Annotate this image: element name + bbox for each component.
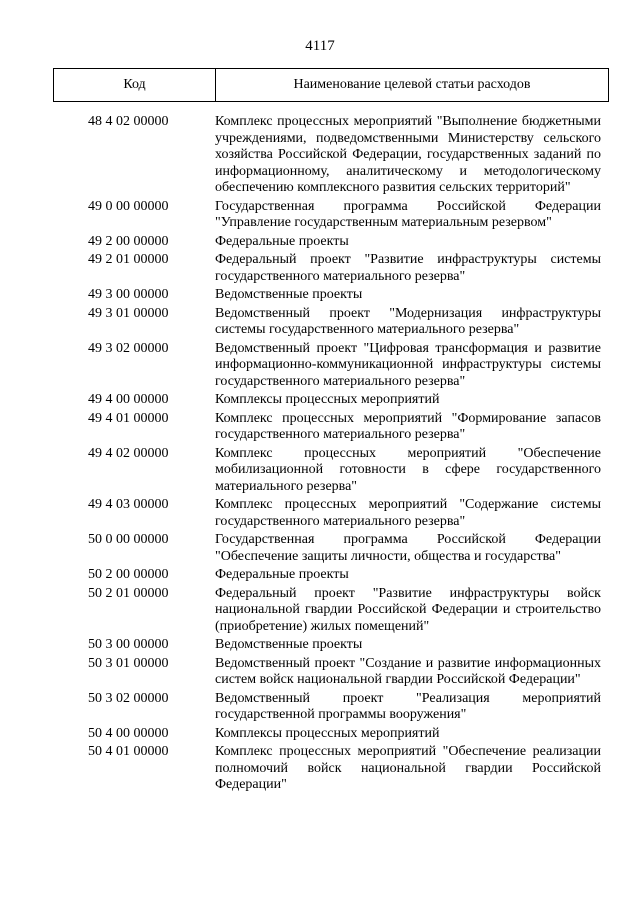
row-name: Комплекс процессных мероприятий "Обеспечение мобилизационной готовности в сфере государственного материального резерва" <box>215 445 601 494</box>
row-code: 50 0 00 00000 <box>88 532 169 547</box>
row-name: Федеральный проект "Развитие инфраструктуры войск национальной гвардии Российской Федерации и строительство (приобретение) жилых помещений" <box>215 585 601 634</box>
row-code: 50 2 00 00000 <box>88 567 169 582</box>
header-name: Наименование целевой статьи расходов <box>293 77 531 92</box>
table-row <box>0 306 640 339</box>
table-row <box>0 637 640 654</box>
table-row <box>0 586 640 636</box>
row-name: Ведомственный проект "Создание и развитие информационных систем войск национальной гвардии Российской Федерации" <box>215 655 601 687</box>
row-code: 49 4 03 00000 <box>88 497 169 512</box>
row-code: 50 3 00 00000 <box>88 637 169 652</box>
table-row <box>0 199 640 232</box>
table-header <box>53 68 609 102</box>
row-code: 49 3 01 00000 <box>88 305 169 321</box>
row-code: 50 3 02 00000 <box>88 690 169 706</box>
row-code: 49 4 01 00000 <box>88 410 169 426</box>
table-row <box>0 392 640 409</box>
table-row <box>0 567 640 584</box>
row-code: 49 0 00 00000 <box>88 198 169 214</box>
row-name: Комплекс процессных мероприятий "Формирование запасов государственного материального резерва" <box>215 410 601 442</box>
row-name: Ведомственные проекты <box>215 287 363 302</box>
row-code: 49 2 00 00000 <box>88 233 169 249</box>
row-name: Государственная программа Российской Федерации "Обеспечение защиты личности, общества и государства" <box>215 532 601 564</box>
table-row <box>0 532 640 565</box>
row-code: 49 4 02 00000 <box>88 445 169 461</box>
table-row <box>0 252 640 285</box>
table-row <box>0 691 640 724</box>
row-code: 49 3 02 00000 <box>88 340 169 356</box>
row-code: 49 3 00 00000 <box>88 287 169 302</box>
page-number: 4117 <box>305 38 335 54</box>
row-name: Комплекс процессных мероприятий "Содержание системы государственного материального резерва" <box>215 497 601 529</box>
row-name: Государственная программа Российской Федерации "Управление государственным материальным резервом" <box>215 198 601 230</box>
row-name: Комплексы процессных мероприятий <box>215 392 440 407</box>
table-row <box>0 341 640 391</box>
row-name: Федеральные проекты <box>215 233 349 249</box>
row-code: 50 4 00 00000 <box>88 725 169 741</box>
table-body <box>0 114 640 796</box>
table-row <box>0 234 640 251</box>
row-code: 48 4 02 00000 <box>88 114 169 129</box>
table-row <box>0 114 640 197</box>
table-row <box>0 446 640 496</box>
row-name: Ведомственный проект "Реализация мероприятий государственной программы вооружения" <box>215 690 601 722</box>
row-name: Комплекс процессных мероприятий "Обеспечение реализации полномочий войск национальной гвардии Российской Федерации" <box>215 744 601 792</box>
table-row <box>0 411 640 444</box>
row-name: Ведомственный проект "Цифровая трансформация и развитие информационно-коммуникационной инфраструктуры системы государственного материального резерва" <box>215 340 601 389</box>
table-row <box>0 726 640 743</box>
row-name: Комплексы процессных мероприятий <box>215 725 440 741</box>
table-row <box>0 656 640 689</box>
row-code: 50 3 01 00000 <box>88 655 169 671</box>
row-code: 49 2 01 00000 <box>88 252 169 267</box>
row-name: Ведомственный проект "Модернизация инфраструктуры системы государственного материального резерва" <box>215 305 601 337</box>
row-name: Федеральные проекты <box>215 567 349 582</box>
table-row <box>0 744 640 794</box>
row-name: Федеральный проект "Развитие инфраструктуры системы государственного материального резерва" <box>215 252 601 284</box>
table-row <box>0 287 640 304</box>
row-code: 50 2 01 00000 <box>88 585 169 601</box>
row-name: Комплекс процессных мероприятий "Выполнение бюджетными учреждениями, подведомственными Министерству сельского хозяйства Российской Федерации, государственных заданий по информационному, аналитическому и методологическому обеспечению комплексного развития сельских территорий" <box>215 114 601 195</box>
row-name: Ведомственные проекты <box>215 637 363 652</box>
row-code: 49 4 00 00000 <box>88 392 169 407</box>
row-code: 50 4 01 00000 <box>88 744 169 759</box>
header-code: Код <box>54 69 216 101</box>
table-row <box>0 497 640 530</box>
